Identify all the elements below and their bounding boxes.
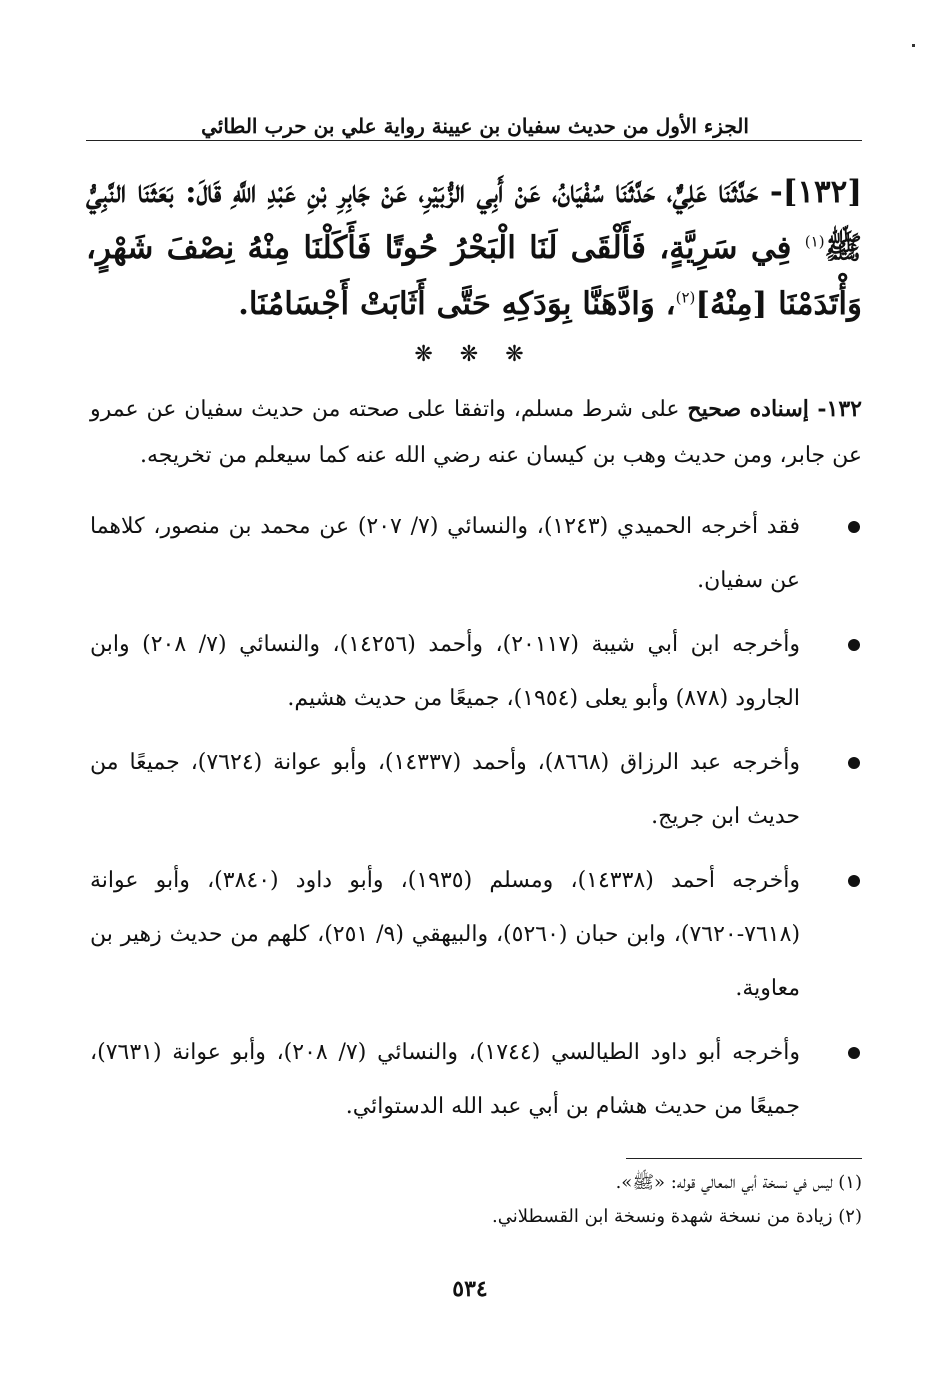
footnote-marker-1: (١) bbox=[804, 232, 825, 251]
commentary-paragraph bbox=[90, 386, 862, 479]
takhrij-item bbox=[90, 1026, 800, 1134]
bullet-icon bbox=[848, 521, 860, 533]
bullet-icon bbox=[848, 875, 860, 887]
bullet-icon bbox=[848, 1047, 860, 1059]
page-number: ٥٣٤ bbox=[452, 1276, 488, 1302]
takhrij-text: وأخرجه أحمد (١٤٣٣٨)، ومسلم (١٩٣٥)، وأبو داود (٣٨٤٠)، وأبو عوانة (٧٦١٨-٧٦٢٠)، وابن حبان (٥٢٦٠)، والبيهقي (٩/ ٢٥١)، كلهم من حديث زهير بن معاوية. bbox=[90, 868, 801, 1001]
footnote-1: (١) ليس في نسخة أبي المعالي قوله: «ﷺ». bbox=[615, 1172, 862, 1193]
commentary-text: على شرط مسلم، واتفقا على صحته من حديث سفيان عن عمرو عن جابر، ومن حديث وهب بن كيسان عنه رضي الله عنه كما سيعلم من تخريجه. bbox=[90, 397, 862, 468]
footnote-marker-2: (٢) bbox=[675, 288, 696, 307]
takhrij-list bbox=[90, 500, 800, 1144]
hadith-text bbox=[86, 164, 862, 332]
takhrij-item bbox=[90, 500, 800, 608]
takhrij-item bbox=[90, 736, 800, 844]
takhrij-text: وأخرجه عبد الرزاق (٨٦٦٨)، وأحمد (١٤٣٣٧)، وأبو عوانة (٧٦٢٤)، جميعًا من حديث ابن جريج. bbox=[90, 750, 801, 829]
takhrij-item bbox=[90, 854, 800, 1016]
hadith-part-2: فِي سَرِيَّةٍ، فَأَلْقَى لَنَا الْبَحْرُ حُوتًا فَأَكَلْنَا مِنْهُ نِصْفَ شَهْرٍ، وَأْتَدَمْنَا [مِنْهُ] bbox=[86, 230, 862, 322]
takhrij-text: وأخرجه ابن أبي شيبة (٢٠١١٧)، وأحمد (١٤٢٥٦)، والنسائي (٧/ ٢٠٨) وابن الجارود (٨٧٨) وأبو يعلى (١٩٥٤)، جميعًا من حديث هشيم. bbox=[90, 632, 800, 711]
bullet-icon bbox=[848, 757, 860, 769]
bullet-icon bbox=[848, 639, 860, 651]
scan-speck bbox=[912, 44, 915, 47]
commentary-verdict: إسناده صحيح bbox=[687, 396, 818, 422]
header-rule bbox=[86, 140, 862, 141]
running-header: الجزء الأول من حديث سفيان بن عيينة رواية علي بن حرب الطائي bbox=[201, 114, 749, 138]
takhrij-item bbox=[90, 618, 800, 726]
takhrij-text: وأخرجه أبو داود الطيالسي (١٧٤٤)، والنسائي (٧/ ٢٠٨)، وأبو عوانة (٧٦٣١)، جميعًا من حديث هشام بن أبي عبد الله الدستوائي. bbox=[90, 1040, 801, 1119]
footnote-2: (٢) زيادة من نسخة شهدة ونسخة ابن القسطلاني. bbox=[492, 1206, 862, 1227]
section-separator: ❋ ❋ ❋ bbox=[414, 342, 534, 367]
commentary-number: ١٣٢- bbox=[817, 396, 862, 422]
hadith-part-3: ، وَادَّهَنَّا بِوَدَكِهِ حَتَّى أَثَابَتْ أَجْسَامُنَا. bbox=[238, 286, 676, 322]
footnotes bbox=[100, 1166, 862, 1234]
footnote-rule bbox=[626, 1158, 862, 1159]
takhrij-text: فقد أخرجه الحميدي (١٢٤٣)، والنسائي (٧/ ٢٠٧) عن محمد بن منصور، كلاهما عن سفيان. bbox=[90, 514, 800, 593]
hadith-part-1: [١٣٢]- حَدَّثَنَا عَلِيٌّ، حَدَّثَنَا سُفْيَانُ، عَنْ أَبِي الزُّبَيْرِ، عَنْ جَابِرِ بْنِ عَبْدِ اللَّهِ قَالَ: بَعَثَنَا النَّبِيُّ ﷺ bbox=[86, 174, 862, 266]
